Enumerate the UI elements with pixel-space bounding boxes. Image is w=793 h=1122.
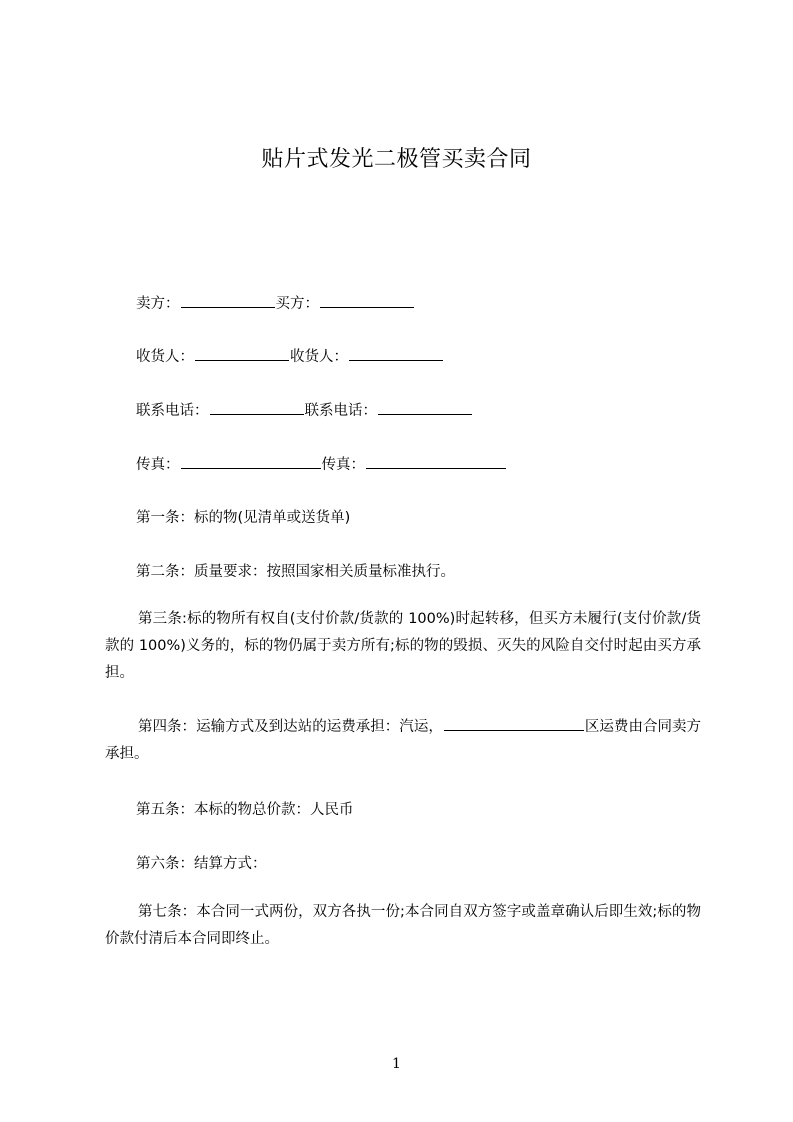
seller-buyer-line	[136, 292, 415, 313]
article-2: 第二条：质量要求：按照国家相关质量标准执行。	[136, 564, 455, 580]
buyer-blank[interactable]	[320, 293, 414, 308]
article-4	[105, 714, 701, 768]
article-3: 第三条:标的物所有权自(支付价款/货款的 100%)时起转移，但买方未履行(支付价款/货款的 100%)义务的，标的物仍属于卖方所有;标的物的毁损、灭失的风险自交付时起由买方承担。	[105, 611, 701, 681]
phone-label-seller: 联系电话：	[136, 403, 209, 419]
phone-seller-blank[interactable]	[210, 400, 304, 415]
consignee-buyer-blank[interactable]	[349, 346, 443, 361]
article-4-text-start: 第四条：运输方式及到达站的运费承担：汽运，	[138, 719, 443, 735]
fax-line	[136, 453, 507, 474]
consignee-label-seller: 收货人：	[136, 349, 194, 365]
article-7: 第七条：本合同一式两份，双方各执一份;本合同自双方签字或盖章确认后即生效;标的物价款付清后本合同即终止。	[105, 904, 701, 947]
seller-label: 卖方：	[136, 296, 180, 312]
article-6: 第六条：结算方式：	[136, 856, 267, 872]
transport-region-blank[interactable]	[444, 716, 584, 731]
phone-line	[136, 399, 473, 420]
fax-buyer-blank[interactable]	[366, 454, 506, 469]
buyer-label: 买方：	[275, 296, 319, 312]
article-5: 第五条：本标的物总价款：人民币	[136, 802, 354, 818]
page-number: 1	[392, 1056, 401, 1072]
document-title: 贴片式发光二极管买卖合同	[261, 147, 532, 172]
phone-label-buyer: 联系电话：	[304, 403, 377, 419]
phone-buyer-blank[interactable]	[378, 400, 472, 415]
fax-seller-blank[interactable]	[181, 454, 321, 469]
fax-label-buyer: 传真：	[321, 457, 365, 473]
consignee-line	[136, 345, 444, 366]
consignee-label-buyer: 收货人：	[290, 349, 348, 365]
article-1: 第一条：标的物(见清单或送货单)	[136, 510, 351, 526]
seller-blank[interactable]	[181, 293, 275, 308]
article-4-text-end: 区运费由合同卖方承担。	[105, 719, 702, 762]
fax-label-seller: 传真：	[136, 457, 180, 473]
consignee-seller-blank[interactable]	[195, 346, 289, 361]
